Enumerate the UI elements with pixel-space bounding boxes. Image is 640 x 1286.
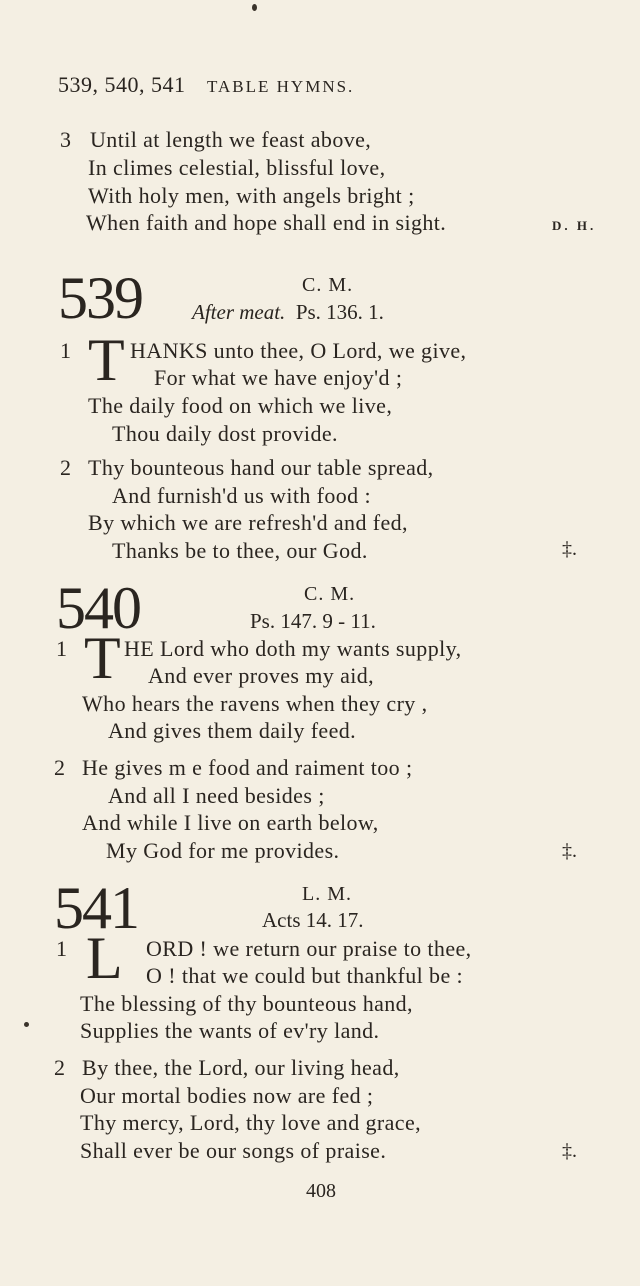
hymn-meter: C. M.	[302, 274, 354, 296]
verse-line: Until at length we feast above,	[90, 127, 372, 152]
verse-line: In climes celestial, blissful love,	[88, 155, 386, 180]
verse-line: And ever proves my aid,	[148, 663, 375, 688]
scripture-reference: Ps. 136. 1.	[295, 300, 384, 324]
hymn-number: 541	[54, 875, 138, 941]
verse-number: 2	[54, 1055, 65, 1080]
verse-line: Thy bounteous hand our table spread,	[88, 455, 434, 480]
verse-line: And gives them daily feed.	[108, 718, 357, 743]
verse-number: 1	[56, 636, 67, 661]
ink-speck	[252, 4, 257, 11]
verse-number: 2	[54, 755, 65, 780]
verse-line: Our mortal bodies now are fed ;	[80, 1083, 374, 1108]
verse-line: And all I need besides ;	[108, 783, 325, 808]
verse-line: And while I live on earth below,	[82, 810, 379, 835]
tune-mark: ‡.	[562, 538, 577, 560]
verse-number: 1	[60, 338, 71, 363]
drop-cap: T	[88, 327, 125, 393]
verse-line: Supplies the wants of ev'ry land.	[80, 1018, 380, 1043]
verse-number: 3	[60, 127, 71, 152]
verse-line: The daily food on which we live,	[88, 393, 393, 418]
scripture-reference: Acts 14. 17.	[262, 908, 364, 932]
verse-line: With holy men, with angels bright ;	[88, 183, 415, 208]
verse-number: 2	[60, 455, 71, 480]
verse-line: By which we are refresh'd and fed,	[88, 510, 408, 535]
hymn-meter: L. M.	[302, 883, 352, 905]
verse-line: When faith and hope shall end in sight.	[86, 210, 447, 235]
scripture-reference: Ps. 147. 9 - 11.	[250, 609, 376, 633]
verse-line: Who hears the ravens when they cry ,	[82, 691, 428, 716]
verse-line: Thanks be to thee, our God.	[112, 538, 368, 563]
verse-line: HANKS unto thee, O Lord, we give,	[130, 338, 467, 363]
header-hymn-numbers: 539, 540, 541	[58, 72, 186, 97]
verse-line: And furnish'd us with food :	[112, 483, 371, 508]
verse-line: Thy mercy, Lord, thy love and grace,	[80, 1110, 422, 1135]
verse-line: By thee, the Lord, our living head,	[82, 1055, 400, 1080]
verse-line: ORD ! we return our praise to thee,	[146, 936, 472, 961]
header-title: TABLE HYMNS.	[207, 77, 355, 96]
hymn-number: 539	[58, 265, 142, 331]
verse-line: For what we have enjoy'd ;	[154, 365, 403, 390]
tune-mark: ‡.	[562, 1140, 577, 1162]
verse-line: My God for me provides.	[106, 838, 340, 863]
verse-number: 1	[56, 936, 67, 961]
verse-line: HE Lord who doth my wants supply,	[124, 636, 462, 661]
verse-line: Shall ever be our songs of praise.	[80, 1138, 387, 1163]
verse-line: O ! that we could but thankful be :	[146, 963, 464, 988]
running-header	[58, 72, 354, 98]
verse-line: The blessing of thy bounteous hand,	[80, 991, 413, 1016]
drop-cap: L	[86, 925, 123, 991]
verse-line: Thou daily dost provide.	[112, 421, 338, 446]
author-attribution: D. H.	[552, 218, 597, 233]
ink-speck	[24, 1022, 29, 1027]
tune-mark: ‡.	[562, 840, 577, 862]
page-number: 408	[306, 1180, 336, 1202]
hymn-occasion: After meat.	[192, 300, 286, 324]
verse-line: He gives m e food and raiment too ;	[82, 755, 413, 780]
hymn-number: 540	[56, 575, 140, 641]
hymn-meter: C. M.	[304, 583, 356, 605]
drop-cap: T	[84, 625, 121, 691]
hymn-subtitle	[192, 300, 384, 325]
